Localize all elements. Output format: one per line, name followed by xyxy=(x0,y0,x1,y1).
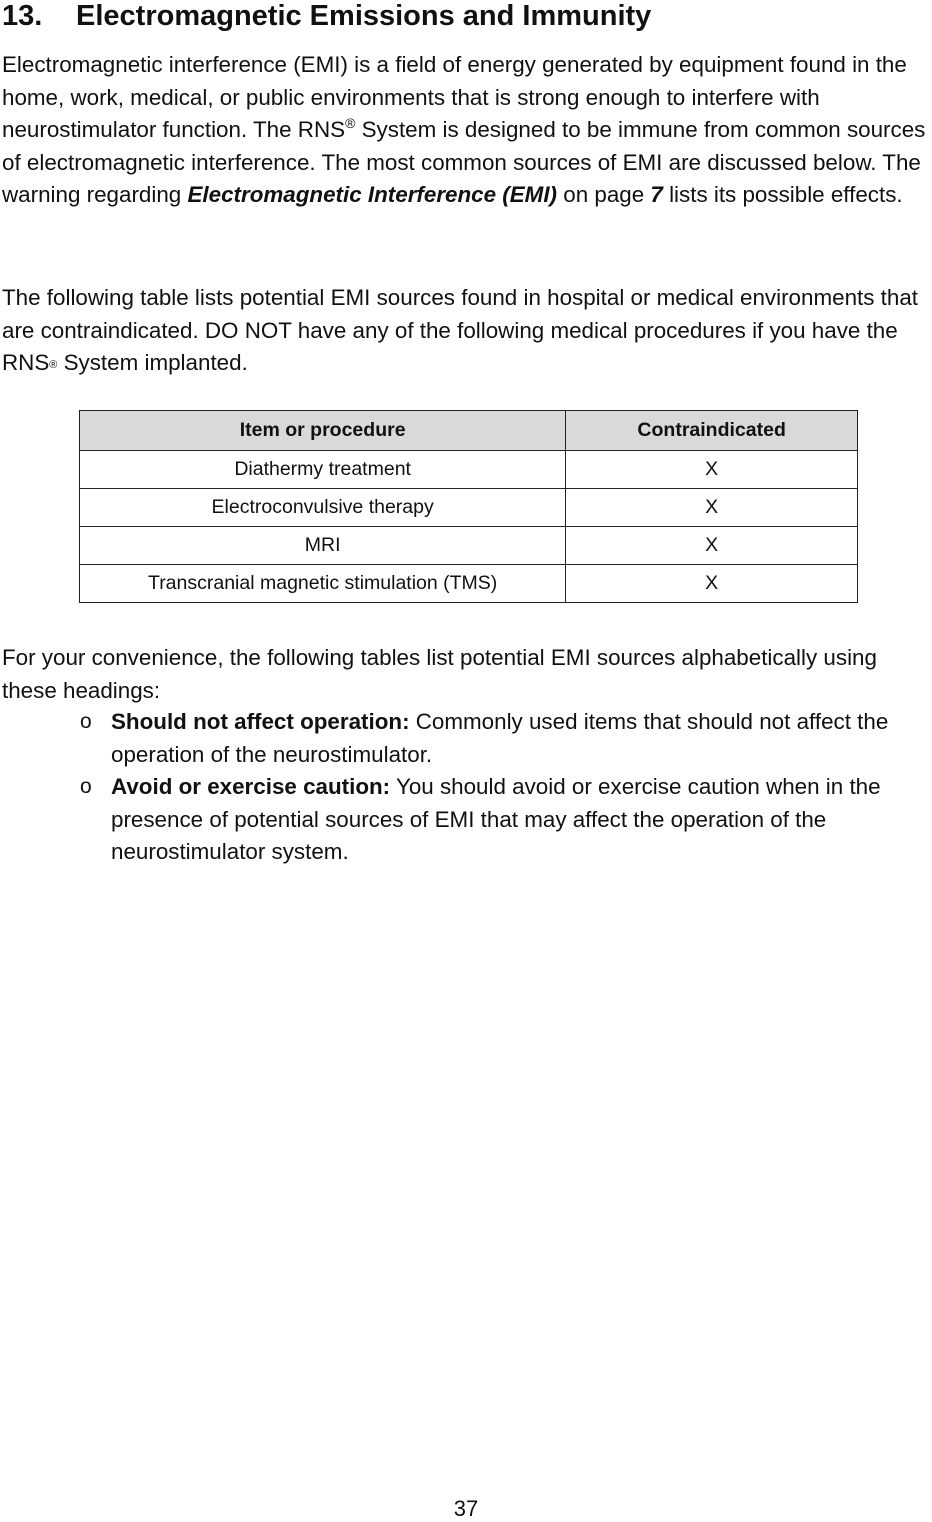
contraindications-paragraph xyxy=(2,282,932,380)
procedure-cell: Electroconvulsive therapy xyxy=(80,489,566,527)
contra-text-1: The following table lists potential EMI sources found in hospital or medical environments that are contraindicated. DO NOT have any of the following medical procedures if you have the RNS xyxy=(2,285,919,375)
page-reference: 7 xyxy=(650,182,663,207)
list-item xyxy=(0,706,932,771)
header-item-or-procedure: Item or procedure xyxy=(80,411,566,451)
registered-mark: ® xyxy=(345,115,356,131)
intro-paragraph xyxy=(2,49,932,212)
table-row xyxy=(80,565,858,603)
intro-text-3: on page xyxy=(557,182,651,207)
bullet-text: Commonly used items that should not affect the operation of the neurostimulator. xyxy=(111,709,889,767)
bullet-marker: o xyxy=(80,775,92,798)
contraindicated-mark: X xyxy=(566,565,858,603)
procedure-cell: MRI xyxy=(80,527,566,565)
table-row xyxy=(80,489,858,527)
section-heading xyxy=(2,0,651,32)
bullet-text: You should avoid or exercise caution when in the presence of potential sources of EMI that may affect the operation of the neurostimulator system. xyxy=(111,774,881,864)
procedure-cell: Diathermy treatment xyxy=(80,451,566,489)
registered-mark: ® xyxy=(49,359,58,371)
bullet-label: Should not affect operation: xyxy=(111,709,410,734)
section-title: Electromagnetic Emissions and Immunity xyxy=(76,0,652,32)
bullet-label: Avoid or exercise caution: xyxy=(111,774,391,799)
header-contraindicated: Contraindicated xyxy=(566,411,858,451)
contraindicated-mark: X xyxy=(566,451,858,489)
list-item xyxy=(0,771,932,869)
intro-text-2: System is designed to be immune from common sources of electromagnetic interference. The most common sources of EMI are discussed below. The warning regarding xyxy=(2,117,926,207)
contra-text-2: System implanted. xyxy=(57,350,248,375)
contraindicated-mark: X xyxy=(566,489,858,527)
warning-reference: Electromagnetic Interference (EMI) xyxy=(187,182,558,207)
contraindicated-procedures-table xyxy=(79,410,858,603)
table-header-row xyxy=(80,411,858,451)
table-row xyxy=(80,527,858,565)
section-number: 13. xyxy=(2,0,43,32)
bullet-marker: o xyxy=(80,710,92,733)
procedure-cell: Transcranial magnetic stimulation (TMS) xyxy=(80,565,566,603)
page-number: 37 xyxy=(453,1496,479,1521)
intro-text-1: Electromagnetic interference (EMI) is a field of energy generated by equipment found in the home, work, medical, or public environments that is strong enough to interfere with neurostimulator function. The RNS xyxy=(2,52,907,142)
headings-intro-paragraph: For your convenience, the following tables list potential EMI sources alphabetically using these headings: xyxy=(2,645,877,703)
headings-list xyxy=(0,706,932,869)
intro-text-4: lists its possible effects. xyxy=(662,182,903,207)
contraindicated-mark: X xyxy=(566,527,858,565)
table-row xyxy=(80,451,858,489)
